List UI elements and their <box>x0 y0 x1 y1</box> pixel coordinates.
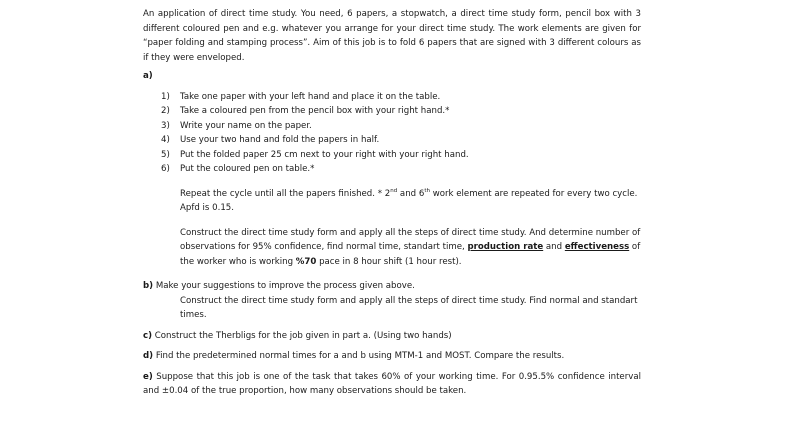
step-text: Put the folded paper 25 cm next to your right with your right hand. <box>180 149 469 160</box>
work-elements-list <box>143 90 641 177</box>
part-c-question: c) Construct the Therbligs for the job given in part a. (Using two hands) <box>143 330 452 341</box>
repeat-note: Repeat the cycle until all the papers finished. * 2nd and 6th work element are repeated for every two cycle. <box>180 187 638 199</box>
step-text: Take one paper with your left hand and place it on the table. <box>180 91 441 102</box>
step-number: 6) <box>161 164 170 174</box>
step-number: 5) <box>161 149 170 160</box>
part-a-label: a) <box>143 71 153 81</box>
part-e-question: e) Suppose that this job is one of the task that takes 60% of your working time. For 0.95.5% confidence interval and ±0.04 of the true proportion, how many observations should be taken. <box>143 371 641 396</box>
part-b-question: b) Make your suggestions to improve the process given above. <box>143 281 415 291</box>
step-text: Put the coloured pen on table.* <box>180 164 315 174</box>
step-text: Use your two hand and fold the papers in half. <box>180 135 380 145</box>
part-a-instructions: Construct the direct time study form and apply all the steps of direct time study. And determine number of observations for 95% confidence, find normal time, standart time, production rate and effectiveness of the worker who is working %70 pace in 8 hour shift (1 hour rest). <box>180 227 641 267</box>
step-text: Take a coloured pen from the pencil box with your right hand.* <box>180 106 450 116</box>
step-number: 2) <box>161 106 170 116</box>
list-item <box>143 148 641 163</box>
list-item <box>143 90 641 105</box>
step-number: 1) <box>161 91 170 102</box>
list-item <box>143 162 641 177</box>
apfd-note: Apfd is 0.15. <box>180 203 235 213</box>
step-text: Write your name on the paper. <box>180 120 312 131</box>
intro-paragraph: An application of direct time study. You need, 6 papers, a stopwatch, a direct time study form, pencil box with 3 different coloured pen and e.g. whatever you arrange for your direct time study. The work elements are given for “paper folding and stamping process”. Aim of this job is to fold 6 papers that are signed with 3 different colours as if they were enveloped. <box>143 9 641 63</box>
list-item <box>143 104 641 119</box>
document-page <box>143 7 641 399</box>
step-number: 3) <box>161 120 170 131</box>
list-item <box>143 133 641 148</box>
part-d-question: d) Find the predetermined normal times for a and b using MTM-1 and MOST. Compare the results. <box>143 351 565 361</box>
part-b-subtext: Construct the direct time study form and apply all the steps of direct time study. Find normal and standart times. <box>180 295 638 320</box>
step-number: 4) <box>161 135 170 145</box>
list-item <box>143 119 641 134</box>
